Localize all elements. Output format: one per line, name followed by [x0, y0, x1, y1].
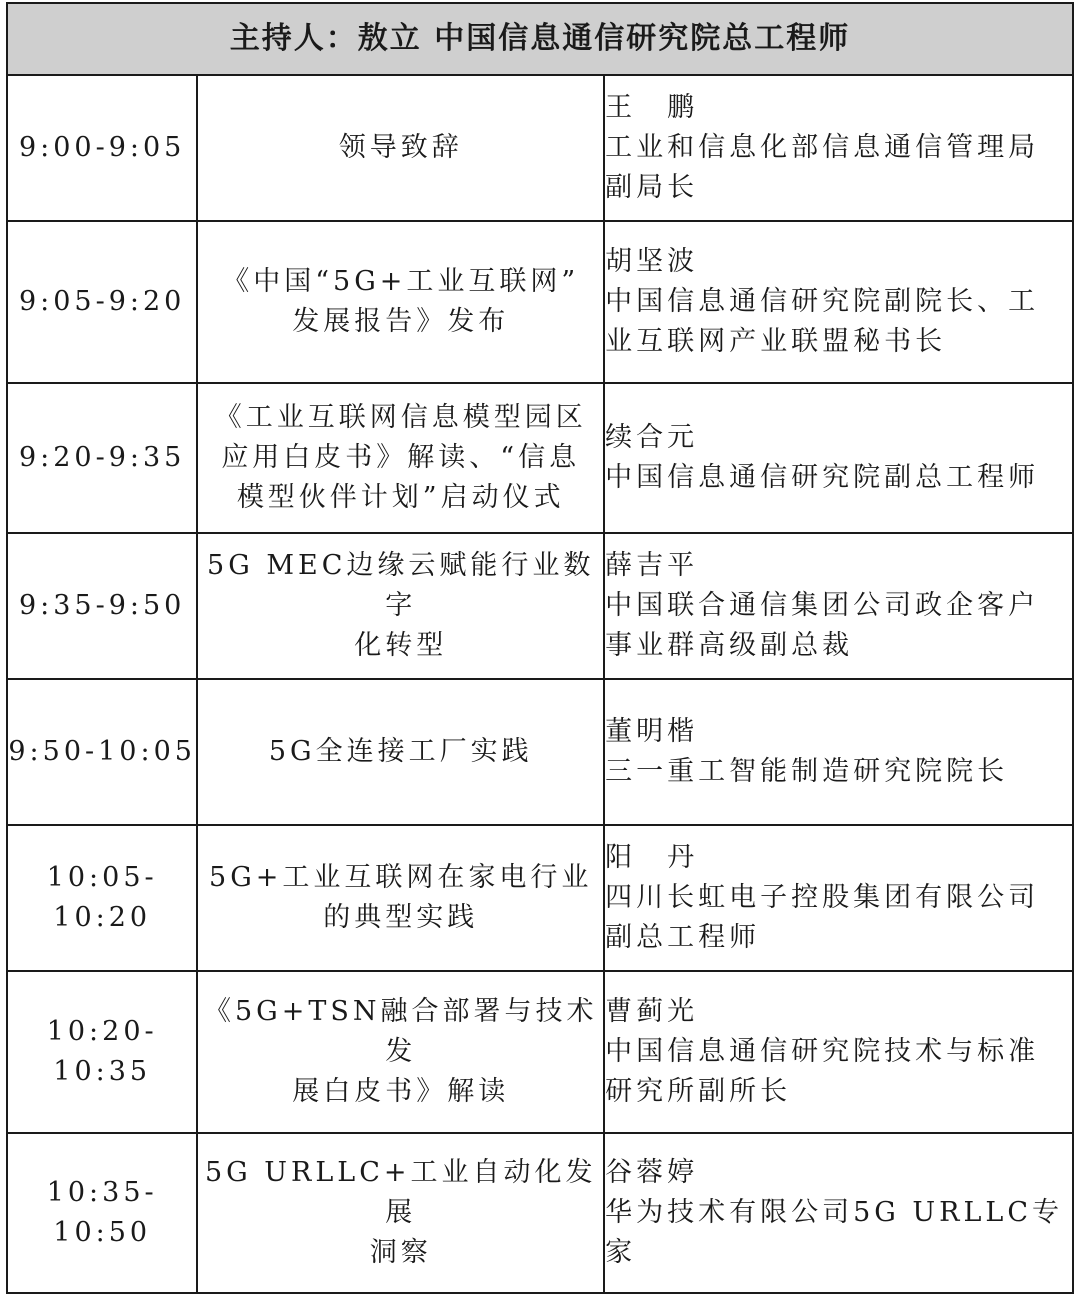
- speaker-title: 四川长虹电子控股集团有限公司 副总工程师: [605, 882, 1040, 953]
- speaker-name: 薛吉平: [605, 550, 699, 581]
- speaker-cell: [604, 221, 1073, 383]
- header-row: [7, 3, 1073, 75]
- speaker-title: 三一重工智能制造研究院院长: [605, 756, 1009, 787]
- topic-cell: [197, 679, 604, 825]
- topic-text: 领导致辞: [338, 132, 463, 163]
- speaker-title: 中国信息通信研究院副院长、工 业互联网产业联盟秘书长: [605, 286, 1040, 357]
- speaker-name: 董明楷: [605, 716, 699, 747]
- table-row: [7, 1133, 1073, 1293]
- topic-cell: [197, 221, 604, 383]
- topic-cell: [197, 383, 604, 533]
- time-text: 10:20- 10:35: [46, 1016, 158, 1087]
- speaker-name: 曹蓟光: [605, 996, 699, 1027]
- speaker-title: 中国信息通信研究院副总工程师: [605, 462, 1040, 493]
- speaker-cell: [604, 75, 1073, 221]
- speaker-name: 王 鹏: [605, 92, 699, 123]
- speaker-cell: [604, 383, 1073, 533]
- table-row: [7, 679, 1073, 825]
- topic-text: 《5G+TSN融合部署与技术发 展白皮书》解读: [203, 996, 598, 1107]
- table-row: [7, 971, 1073, 1133]
- time-text: 9:35-9:50: [18, 590, 186, 621]
- table-row: [7, 825, 1073, 971]
- speaker-title: 工业和信息化部信息通信管理局 副局长: [605, 132, 1040, 203]
- topic-text: 5G URLLC+工业自动化发展 洞察: [204, 1157, 597, 1268]
- host-header: 主持人：敖立 中国信息通信研究院总工程师: [7, 3, 1073, 75]
- speaker-name: 阳 丹: [605, 842, 699, 873]
- time-cell: [7, 533, 197, 679]
- time-cell: [7, 971, 197, 1133]
- time-cell: [7, 825, 197, 971]
- table-row: [7, 383, 1073, 533]
- speaker-title: 中国联合通信集团公司政企客户 事业群高级副总裁: [605, 590, 1040, 661]
- topic-cell: [197, 75, 604, 221]
- topic-text: 《中国“5G+工业互联网” 发展报告》发布: [222, 266, 580, 337]
- speaker-title: 华为技术有限公司5G URLLC专家: [605, 1197, 1064, 1268]
- speaker-name: 胡坚波: [605, 246, 699, 277]
- topic-cell: [197, 825, 604, 971]
- topic-text: 5G+工业互联网在家电行业 的典型实践: [209, 862, 593, 933]
- topic-text: 5G全连接工厂实践: [268, 736, 533, 767]
- table-row: [7, 75, 1073, 221]
- agenda-table: [6, 2, 1074, 1294]
- speaker-title: 中国信息通信研究院技术与标准 研究所副所长: [605, 1036, 1040, 1107]
- table-row: [7, 221, 1073, 383]
- time-cell: [7, 75, 197, 221]
- speaker-cell: [604, 1133, 1073, 1293]
- topic-cell: [197, 971, 604, 1133]
- topic-cell: [197, 533, 604, 679]
- speaker-name: 谷蓉婷: [605, 1157, 699, 1188]
- speaker-name: 续合元: [605, 422, 699, 453]
- table-row: [7, 533, 1073, 679]
- time-text: 9:20-9:35: [18, 442, 186, 473]
- time-cell: [7, 679, 197, 825]
- time-cell: [7, 383, 197, 533]
- topic-text: 5G MEC边缘云赋能行业数字 化转型: [207, 550, 595, 661]
- time-text: 10:05- 10:20: [46, 862, 158, 933]
- topic-cell: [197, 1133, 604, 1293]
- speaker-cell: [604, 825, 1073, 971]
- time-text: 9:05-9:20: [18, 286, 186, 317]
- time-cell: [7, 1133, 197, 1293]
- speaker-cell: [604, 679, 1073, 825]
- time-text: 10:35- 10:50: [46, 1177, 158, 1248]
- speaker-cell: [604, 533, 1073, 679]
- time-text: 9:00-9:05: [18, 132, 186, 163]
- time-text: 9:50-10:05: [8, 736, 196, 767]
- time-cell: [7, 221, 197, 383]
- topic-text: 《工业互联网信息模型园区 应用白皮书》解读、“信息 模型伙伴计划”启动仪式: [214, 402, 587, 513]
- speaker-cell: [604, 971, 1073, 1133]
